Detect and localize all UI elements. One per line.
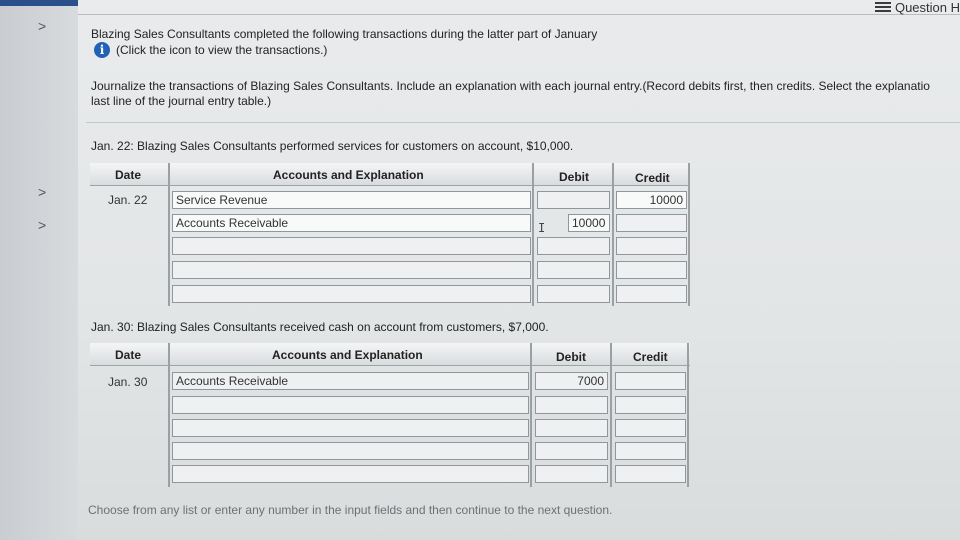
credit-input[interactable] [615,396,686,414]
debit-input[interactable] [535,442,608,460]
journal-table-1 [90,163,690,306]
col-divider [530,343,532,487]
account-input[interactable]: Service Revenue [172,191,531,209]
account-input[interactable] [172,396,529,414]
account-input[interactable] [172,237,531,255]
info-icon[interactable]: i [94,42,110,58]
text-cursor-icon: I [538,221,546,235]
debit-input[interactable] [535,465,608,483]
debit-input[interactable] [535,396,608,414]
debit-input[interactable] [537,191,610,209]
col-divider [610,343,612,487]
chevron-right-icon[interactable]: > [38,18,47,34]
debit-input[interactable] [535,419,608,437]
col-accounts: Accounts and Explanation [272,348,423,362]
col-date: Date [115,168,142,182]
instructions-line2: last line of the journal entry table.) [91,94,272,108]
col-divider [688,163,690,306]
credit-input[interactable] [616,237,687,255]
transactions-link[interactable]: (Click the icon to view the transactions.) [116,43,328,57]
debit-input[interactable]: 7000 [535,372,608,390]
entry1-description: Jan. 22: Blazing Sales Consultants performed services for customers on account, $10,000. [91,139,574,153]
table-header [90,163,690,186]
intro-text: Blazing Sales Consultants completed the following transactions during the latter part of January [91,27,598,41]
account-input[interactable] [172,419,529,437]
col-divider [168,163,170,306]
col-divider [612,163,614,306]
col-credit: Credit [633,350,668,364]
debit-input[interactable] [537,237,610,255]
col-credit: Credit [635,171,670,185]
credit-input[interactable] [615,419,686,437]
credit-input[interactable] [615,465,686,483]
account-input[interactable]: Accounts Receivable [172,214,531,232]
account-input[interactable]: Accounts Receivable [172,372,529,390]
chevron-right-icon[interactable]: > [38,184,47,200]
left-sidebar [0,0,78,540]
list-icon [875,2,891,14]
journal-table-2 [90,343,690,487]
credit-input[interactable] [615,442,686,460]
credit-input[interactable] [615,372,686,390]
account-input[interactable] [172,465,529,483]
question-help-label: Question H [894,0,960,15]
col-divider [532,163,534,306]
divider [86,122,960,123]
account-input[interactable] [172,442,529,460]
divider [78,14,960,15]
debit-input[interactable] [537,261,610,279]
entry-date: Jan. 22 [108,193,148,207]
entry2-description: Jan. 30: Blazing Sales Consultants received cash on account from customers, $7,000. [91,320,549,334]
col-debit: Debit [559,170,589,184]
chevron-right-icon[interactable]: > [38,217,47,233]
col-date: Date [115,348,142,362]
question-help-button[interactable] [875,0,960,15]
entry-date: Jan. 30 [108,375,148,389]
debit-input[interactable] [537,285,610,303]
col-divider [687,343,689,487]
instructions-line1: Journalize the transactions of Blazing Sales Consultants. Include an explanation with each journal entry.(Record debits first, then credits. Select the explanatio [91,79,930,93]
credit-input[interactable] [616,214,687,232]
col-debit: Debit [556,350,586,364]
col-divider [168,343,170,487]
sidebar-accent [0,0,78,6]
debit-input[interactable]: 10000 [568,214,610,232]
account-input[interactable] [172,261,531,279]
credit-input[interactable]: 10000 [616,191,687,209]
table-header [90,343,690,366]
credit-input[interactable] [616,261,687,279]
account-input[interactable] [172,285,531,303]
credit-input[interactable] [616,285,687,303]
col-accounts: Accounts and Explanation [273,168,424,182]
footer-instructions: Choose from any list or enter any number in the input fields and then continue to the next question. [88,503,613,517]
